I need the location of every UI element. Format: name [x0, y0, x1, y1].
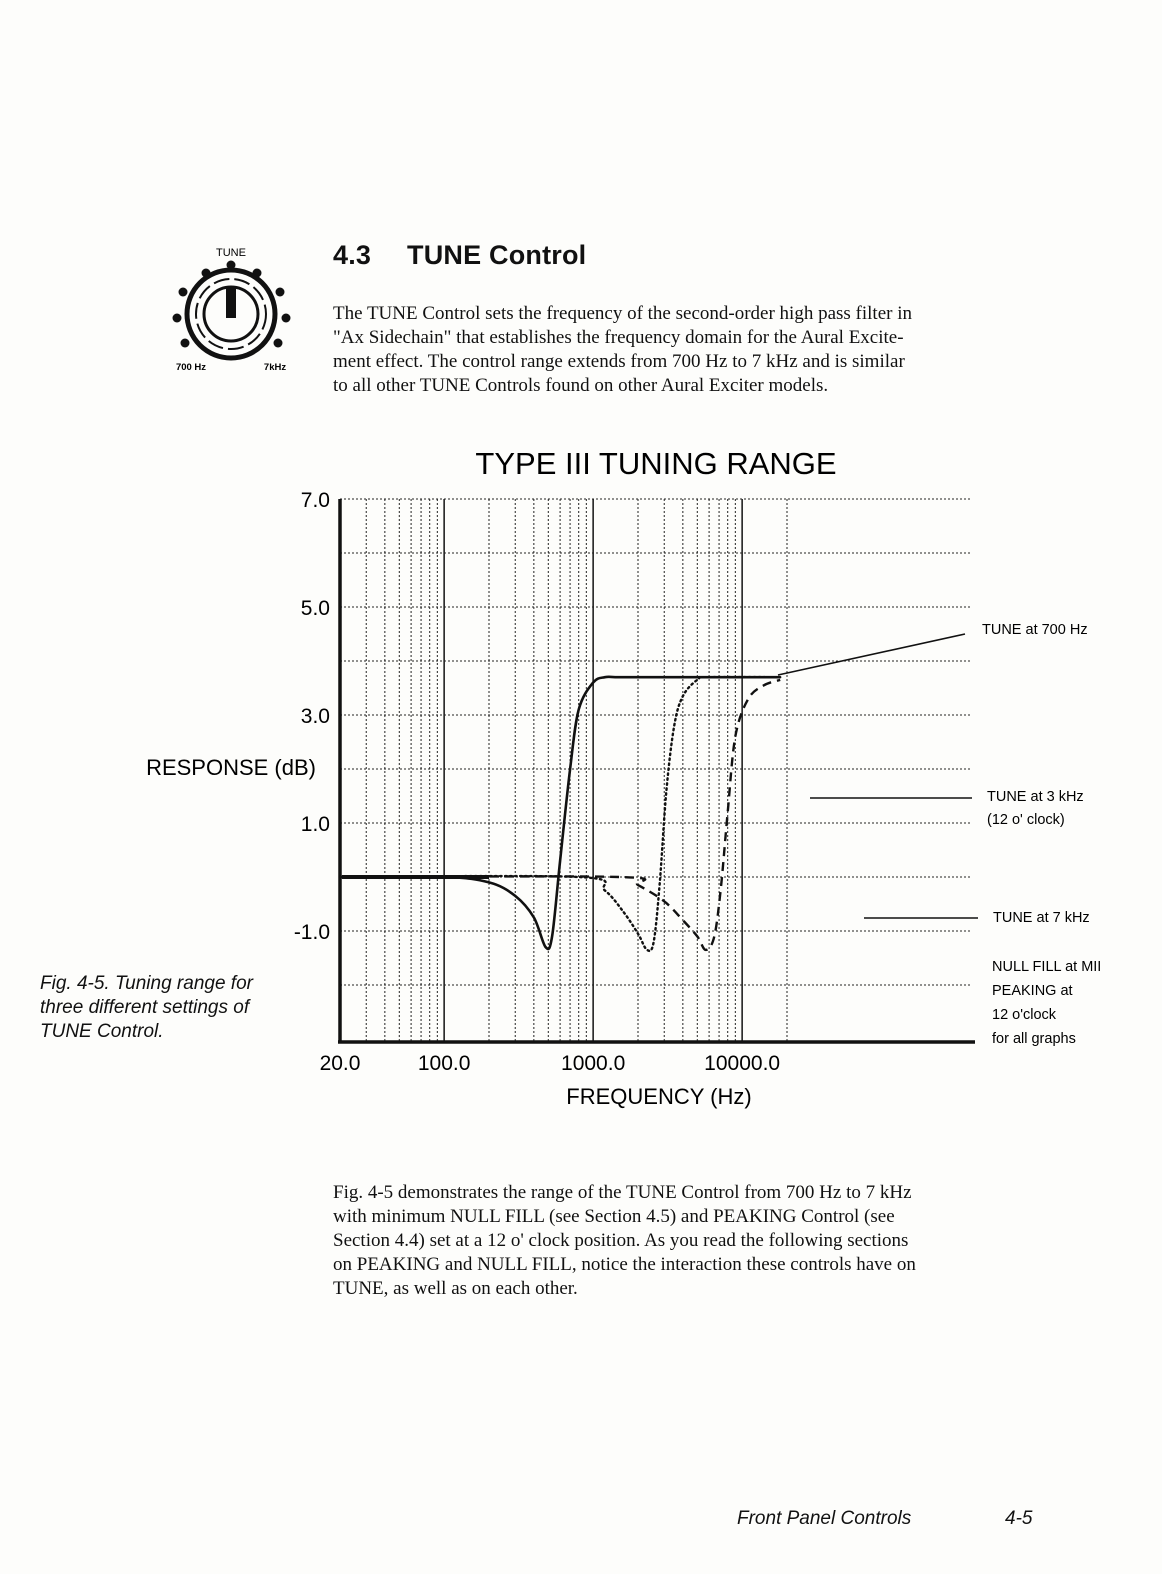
paragraph-line: TUNE, as well as on each other. — [333, 1278, 578, 1299]
section-title: TUNE Control — [407, 240, 587, 270]
label-tune-700hz: TUNE at 700 Hz — [982, 622, 1088, 638]
y-axis-label: RESPONSE (dB) — [146, 755, 316, 780]
knob-min-label: 700 Hz — [175, 362, 207, 373]
y-tick-label: 7.0 — [300, 489, 330, 512]
y-tick-label: 5.0 — [300, 597, 330, 620]
chart-series — [340, 677, 780, 951]
label-null-fill-note: PEAKING at — [992, 983, 1073, 999]
paragraph-line: with minimum NULL FILL (see Section 4.5) and PEAKING Control (see — [333, 1206, 895, 1227]
y-tick-label: -1.0 — [293, 921, 330, 944]
chart-title: TYPE III TUNING RANGE — [475, 446, 837, 481]
chart-grid — [338, 499, 975, 1042]
label-tune-3khz: TUNE at 3 kHz — [987, 789, 1084, 805]
label-null-fill-note: NULL FILL at MII — [992, 959, 1102, 975]
caption-line: TUNE Control. — [40, 1021, 164, 1042]
paragraph-line: Fig. 4-5 demonstrates the range of the TUNE Control from 700 Hz to 7 kHz — [333, 1182, 912, 1203]
x-tick-label: 20.0 — [319, 1052, 361, 1075]
label-null-fill-note: 12 o'clock — [992, 1007, 1057, 1023]
leader-line-700hz — [778, 634, 965, 675]
x-axis-label: FREQUENCY (Hz) — [566, 1084, 752, 1109]
caption-line: three different settings of — [40, 997, 250, 1018]
chart-annotations — [778, 622, 1101, 1047]
intro-line: The TUNE Control sets the frequency of the second-order high pass filter in — [333, 303, 912, 324]
explanation-paragraph — [333, 1181, 1033, 1301]
section-number: 4.3 — [333, 240, 372, 270]
x-tick-label: 10000.0 — [704, 1052, 781, 1075]
intro-line: ment effect. The control range extends from 700 Hz to 7 kHz and is similar — [333, 351, 905, 372]
intro-line: to all other TUNE Controls found on other Aural Exciter models. — [333, 375, 829, 396]
y-tick-label: 1.0 — [300, 813, 330, 836]
intro-line: "Ax Sidechain" that establishes the frequency domain for the Aural Excite- — [333, 327, 904, 348]
label-tune-7khz: TUNE at 7 kHz — [993, 910, 1090, 926]
chart-tick-labels — [294, 489, 780, 1075]
knob-title: TUNE — [216, 247, 246, 259]
caption-line: Fig. 4-5. Tuning range for — [40, 973, 253, 994]
paragraph-line: Section 4.4) set at a 12 o' clock position. As you read the following sections — [333, 1230, 909, 1251]
footer-section-name: Front Panel Controls — [737, 1508, 912, 1529]
series-tune-3khz — [340, 677, 780, 951]
paragraph-line: on PEAKING and NULL FILL, notice the interaction these controls have on — [333, 1254, 916, 1275]
knob-max-label: 7kHz — [263, 362, 287, 373]
y-tick-label: 3.0 — [300, 705, 330, 728]
label-null-fill-note: for all graphs — [992, 1031, 1076, 1047]
footer-page-number: 4-5 — [1005, 1508, 1033, 1529]
x-tick-label: 1000.0 — [561, 1052, 626, 1075]
label-tune-3khz: (12 o' clock) — [987, 812, 1065, 828]
x-tick-label: 100.0 — [417, 1052, 471, 1075]
